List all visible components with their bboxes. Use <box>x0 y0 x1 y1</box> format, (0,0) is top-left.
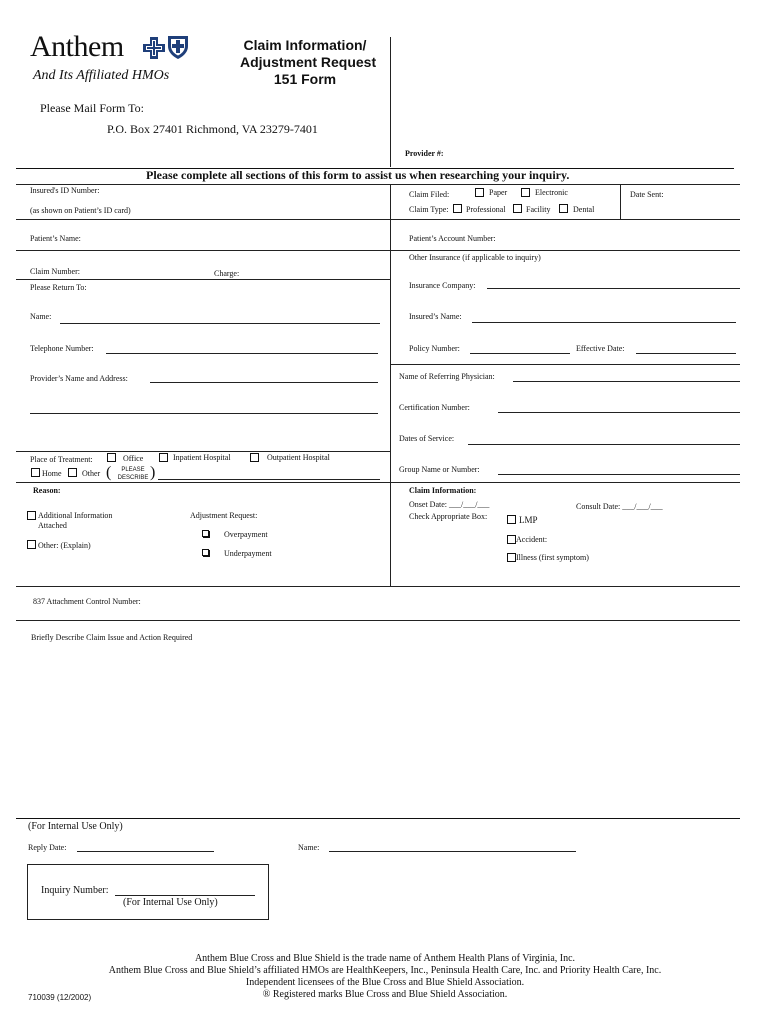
illness-checkbox[interactable] <box>507 553 516 562</box>
other-label: Other <box>82 469 101 478</box>
as-shown-note: (as shown on Patient’s ID card) <box>30 206 131 215</box>
insureds-name-label: Insured’s Name: <box>409 312 462 321</box>
consult-date-label: Consult Date: ___/___/___ <box>576 502 663 511</box>
paper-checkbox[interactable] <box>475 188 484 197</box>
electronic-checkbox[interactable] <box>521 188 530 197</box>
form-code: 710039 (12/2002) <box>28 993 92 1002</box>
overpayment-label: Overpayment <box>224 530 268 539</box>
policy-number-field[interactable] <box>470 353 570 354</box>
claim-number-label: Claim Number: <box>30 267 80 276</box>
footer-line-3: Independent licensees of the Blue Cross and Blue Shield Association. <box>245 977 525 988</box>
inpatient-checkbox[interactable] <box>159 453 168 462</box>
reply-date-label: Reply Date: <box>28 843 67 852</box>
attached-label: Attached <box>38 521 67 530</box>
name-label: Name: <box>30 312 52 321</box>
electronic-label: Electronic <box>535 188 568 197</box>
policy-number-label: Policy Number: <box>409 344 460 353</box>
inquiry-number-field[interactable] <box>115 895 255 896</box>
outpatient-checkbox[interactable] <box>250 453 259 462</box>
charge-label: Charge: <box>214 269 240 278</box>
blue-cross-icon <box>143 37 165 59</box>
rule-describe <box>16 620 740 621</box>
insureds-name-field[interactable] <box>472 322 736 323</box>
date-sent-divider <box>620 184 621 219</box>
effective-date-field[interactable] <box>636 353 736 354</box>
home-label: Home <box>42 469 62 478</box>
provider-address-field-2[interactable] <box>30 413 378 414</box>
patient-name-label: Patient’s Name: <box>30 234 81 243</box>
claim-type-label: Claim Type: <box>409 205 449 214</box>
column-divider <box>390 184 391 586</box>
facility-checkbox[interactable] <box>513 204 522 213</box>
claim-information-label: Claim Information: <box>409 486 477 495</box>
header-divider <box>390 37 391 167</box>
group-name-label: Group Name or Number: <box>399 465 480 474</box>
claim-issue-area[interactable] <box>16 645 740 815</box>
accident-label: Accident: <box>516 535 548 544</box>
check-box-label: Check Appropriate Box: <box>409 512 488 521</box>
internal-use-heading: (For Internal Use Only) <box>28 821 123 832</box>
please-text: PLEASE <box>121 467 145 473</box>
insurance-company-label: Insurance Company: <box>409 281 476 290</box>
footer-line-4: ® Registered marks Blue Cross and Blue Shield Association. <box>262 989 508 1000</box>
mail-to-label: Please Mail Form To: <box>40 101 144 115</box>
home-checkbox[interactable] <box>31 468 40 477</box>
logo-tagline: And Its Affiliated HMOs <box>33 68 170 83</box>
anthem-logo-text: Anthem <box>30 30 124 63</box>
referring-physician-label: Name of Referring Physician: <box>399 372 495 381</box>
professional-label: Professional <box>466 205 506 214</box>
outpatient-label: Outpatient Hospital <box>267 453 330 462</box>
rule-instruction <box>16 184 740 185</box>
group-name-field[interactable] <box>498 474 740 475</box>
additional-info-checkbox[interactable] <box>27 511 36 520</box>
certification-number-field[interactable] <box>498 412 740 413</box>
title-line-2: Adjustment Request <box>240 54 377 70</box>
form-title <box>240 37 377 88</box>
other-explain-checkbox[interactable] <box>27 540 36 549</box>
blue-shield-icon <box>167 34 189 60</box>
additional-info-label: Additional Information <box>38 511 113 520</box>
paren-open: ( <box>106 464 112 481</box>
facility-label: Facility <box>526 205 551 214</box>
insurance-company-field[interactable] <box>487 288 740 289</box>
rule-internal <box>16 818 740 819</box>
claim-filed-label: Claim Filed: <box>409 190 450 199</box>
other-describe-field[interactable] <box>158 479 380 480</box>
internal-name-field[interactable] <box>329 851 576 852</box>
dates-of-service-label: Dates of Service: <box>399 434 455 443</box>
instruction-text: Please complete all sections of this form to assist us when researching your inquiry. <box>146 168 570 182</box>
please-describe <box>115 466 151 482</box>
inquiry-internal-note: (For Internal Use Only) <box>123 897 218 908</box>
effective-date-label: Effective Date: <box>576 344 625 353</box>
adjustment-request-label: Adjustment Request: <box>190 511 258 520</box>
underpayment-label: Underpayment <box>224 549 272 558</box>
paren-close: ) <box>150 464 156 481</box>
rule-attachment <box>16 586 740 587</box>
provider-number-label: Provider #: <box>405 149 444 158</box>
telephone-label: Telephone Number: <box>30 344 94 353</box>
title-line-3: 151 Form <box>273 71 337 87</box>
inpatient-label: Inpatient Hospital <box>173 453 231 462</box>
professional-checkbox[interactable] <box>453 204 462 213</box>
lmp-label: LMP <box>519 515 538 525</box>
office-checkbox[interactable] <box>107 453 116 462</box>
rule-l3 <box>16 279 390 280</box>
footer-notice <box>0 953 770 1001</box>
date-sent-label: Date Sent: <box>630 190 664 199</box>
dental-checkbox[interactable] <box>559 204 568 213</box>
dates-of-service-field[interactable] <box>468 444 740 445</box>
other-explain-label: Other: (Explain) <box>38 541 91 550</box>
insured-id-label: Insured's ID Number: <box>30 186 100 195</box>
please-return-label: Please Return To: <box>30 283 87 292</box>
accident-checkbox[interactable] <box>507 535 516 544</box>
rule-l2 <box>16 250 740 251</box>
place-of-treatment-label: Place of Treatment: <box>30 455 93 464</box>
other-insurance-label: Other Insurance (if applicable to inquiry) <box>409 253 541 262</box>
reason-label: Reason: <box>33 486 61 495</box>
illness-label: Illness (first symptom) <box>516 553 589 562</box>
lmp-checkbox[interactable] <box>507 515 516 524</box>
rule-l4 <box>16 451 390 452</box>
underpayment-checkbox[interactable] <box>202 549 209 556</box>
reply-date-field[interactable] <box>77 851 214 852</box>
mailing-address: P.O. Box 27401 Richmond, VA 23279-7401 <box>107 122 318 136</box>
dental-label: Dental <box>573 205 595 214</box>
office-label: Office <box>123 454 144 463</box>
internal-name-label: Name: <box>298 843 320 852</box>
attachment-control-label: 837 Attachment Control Number: <box>33 597 141 606</box>
footer-line-1: Anthem Blue Cross and Blue Shield is the trade name of Anthem Health Plans of Virginia, Inc. <box>194 953 576 964</box>
briefly-describe-label: Briefly Describe Claim Issue and Action Required <box>31 633 193 642</box>
title-line-1: Claim Information/ <box>243 37 367 53</box>
describe-text: DESCRIBE <box>117 475 149 481</box>
provider-name-address-label: Provider’s Name and Address: <box>30 374 128 383</box>
footer-line-2: Anthem Blue Cross and Blue Shield’s affiliated HMOs are HealthKeepers, Inc., Peninsula Health Care, Inc. and Priority Health Care, Inc. <box>108 965 662 976</box>
certification-number-label: Certification Number: <box>399 403 470 412</box>
paper-label: Paper <box>489 188 508 197</box>
name-field[interactable] <box>60 323 380 324</box>
onset-date-label: Onset Date: ___/___/___ <box>409 500 490 509</box>
other-checkbox[interactable] <box>68 468 77 477</box>
telephone-field[interactable] <box>106 353 378 354</box>
rule-l5 <box>16 482 740 483</box>
referring-physician-field[interactable] <box>513 381 740 382</box>
provider-address-field-1[interactable] <box>150 382 378 383</box>
inquiry-number-label: Inquiry Number: <box>41 885 109 896</box>
rule-r1 <box>390 364 740 365</box>
patient-account-label: Patient’s Account Number: <box>409 234 496 243</box>
overpayment-checkbox[interactable] <box>202 530 209 537</box>
rule-l1 <box>16 219 740 220</box>
